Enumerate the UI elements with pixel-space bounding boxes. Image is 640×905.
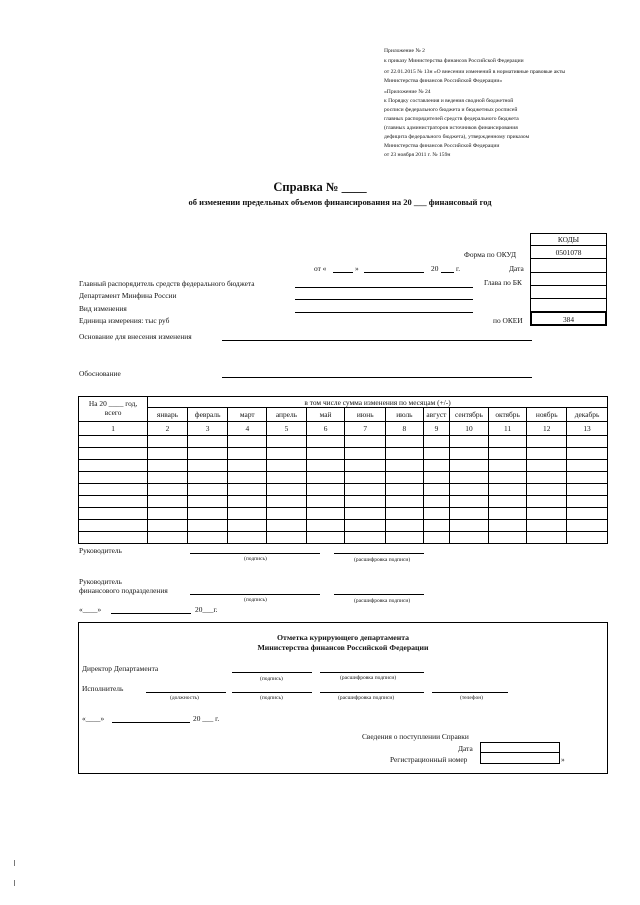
changes-table xyxy=(78,396,608,544)
table-cell[interactable] xyxy=(228,508,267,520)
sig-fin-label-2: финансового подразделения xyxy=(79,586,168,595)
scan-mark xyxy=(14,880,15,886)
table-cell[interactable] xyxy=(228,532,267,544)
note-line: дефицита федерального бюджета), утвержденному приказом xyxy=(384,134,530,140)
table-cell[interactable] xyxy=(306,508,345,520)
field-change-type-line xyxy=(295,312,473,313)
field-justification: Обоснование xyxy=(79,369,121,378)
receipt-close-quote: » xyxy=(561,755,565,764)
table-row xyxy=(79,472,608,484)
table-cell[interactable] xyxy=(345,448,386,460)
table-cell[interactable] xyxy=(306,448,345,460)
table-row xyxy=(79,448,608,460)
table-cell[interactable] xyxy=(345,532,386,544)
sig-head-sign-line xyxy=(190,553,320,554)
month-header: сентябрь xyxy=(450,408,489,422)
receipt-title: Сведения о поступлении Справки xyxy=(362,732,469,741)
month-header: январь xyxy=(148,408,188,422)
document-subtitle: об изменении предельных объемов финансирования на 20 ___ финансовый год xyxy=(188,197,492,207)
col-number: 2 xyxy=(148,422,188,436)
table-cell[interactable] xyxy=(148,532,188,544)
sig-head-rasshifrovka: (расшифровка подписи) xyxy=(354,557,411,563)
table-cell[interactable] xyxy=(423,472,449,484)
table-cell[interactable] xyxy=(527,508,567,520)
table-cell[interactable] xyxy=(187,436,228,448)
field-justification-line xyxy=(222,377,532,378)
scan-mark xyxy=(14,860,15,866)
mark-executor-rasshifrovka: (расшифровка подписи) xyxy=(338,695,395,701)
sig-date-year: 20___г. xyxy=(195,605,218,614)
table-cell[interactable] xyxy=(79,436,148,448)
month-header: октябрь xyxy=(488,408,527,422)
table-cell[interactable] xyxy=(386,436,424,448)
table-cell[interactable] xyxy=(267,484,307,496)
date-year-line xyxy=(441,272,454,273)
table-cell[interactable] xyxy=(306,472,345,484)
table-cell[interactable] xyxy=(267,436,307,448)
table-cell[interactable] xyxy=(228,460,267,472)
date-year: 20 xyxy=(431,264,439,273)
table-cell[interactable] xyxy=(488,472,527,484)
table-cell[interactable] xyxy=(567,508,608,520)
group-header: в том числе сумма изменения по месяцам (+/-) xyxy=(148,397,608,408)
table-cell[interactable] xyxy=(345,472,386,484)
table-cell[interactable] xyxy=(423,508,449,520)
table-cell[interactable] xyxy=(306,520,345,532)
table-cell[interactable] xyxy=(567,532,608,544)
table-cell[interactable] xyxy=(527,472,567,484)
empty-code-cell xyxy=(530,298,607,312)
table-cell[interactable] xyxy=(148,520,188,532)
mark-title-2: Министерства финансов Российской Федерации xyxy=(257,643,429,652)
table-row xyxy=(79,520,608,532)
table-cell[interactable] xyxy=(527,436,567,448)
table-cell[interactable] xyxy=(228,436,267,448)
table-cell[interactable] xyxy=(148,508,188,520)
table-cell[interactable] xyxy=(567,436,608,448)
mark-executor-dolzhnost: (должность) xyxy=(170,695,199,701)
table-cell[interactable] xyxy=(386,520,424,532)
table-cell[interactable] xyxy=(386,448,424,460)
table-cell[interactable] xyxy=(267,460,307,472)
table-cell[interactable] xyxy=(423,448,449,460)
sig-head-name-line xyxy=(334,553,424,554)
table-cell[interactable] xyxy=(228,520,267,532)
table-cell[interactable] xyxy=(488,448,527,460)
note-line: росписи федерального бюджета и бюджетных росписей xyxy=(384,107,518,113)
glava-label: Глава по БК xyxy=(484,278,522,287)
table-row xyxy=(79,484,608,496)
table-cell[interactable] xyxy=(267,532,307,544)
mark-executor-telefon: (телефон) xyxy=(460,695,484,701)
table-cell[interactable] xyxy=(148,436,188,448)
note-line: к Порядку составления и ведения сводной бюджетной xyxy=(384,98,514,104)
field-department-line xyxy=(295,299,473,300)
table-cell[interactable] xyxy=(148,484,188,496)
note-line: «Приложение № 24 xyxy=(384,89,431,95)
table-cell[interactable] xyxy=(567,496,608,508)
table-cell[interactable] xyxy=(267,448,307,460)
table-cell[interactable] xyxy=(148,496,188,508)
mark-executor-phone-line xyxy=(432,692,508,693)
table-cell[interactable] xyxy=(148,448,188,460)
date-g: г. xyxy=(456,264,461,273)
month-header: май xyxy=(306,408,345,422)
sig-fin-label-1: Руководитель xyxy=(79,577,122,586)
table-cell[interactable] xyxy=(450,460,489,472)
table-row xyxy=(79,436,608,448)
date-close: » xyxy=(355,264,359,273)
table-cell[interactable] xyxy=(79,520,148,532)
mark-executor-sign-line xyxy=(232,692,312,693)
table-cell[interactable] xyxy=(567,448,608,460)
month-header: июль xyxy=(386,408,424,422)
date-ot: от « xyxy=(314,264,327,273)
table-cell[interactable] xyxy=(450,484,489,496)
document-title: Справка № ____ xyxy=(273,180,367,194)
month-header: декабрь xyxy=(567,408,608,422)
table-cell[interactable] xyxy=(345,460,386,472)
month-header: август xyxy=(423,408,449,422)
table-cell[interactable] xyxy=(450,496,489,508)
table-cell[interactable] xyxy=(187,472,228,484)
table-cell[interactable] xyxy=(187,520,228,532)
table-cell[interactable] xyxy=(386,472,424,484)
table-cell[interactable] xyxy=(423,520,449,532)
table-cell[interactable] xyxy=(79,508,148,520)
table-cell[interactable] xyxy=(187,484,228,496)
field-change-type: Вид изменения xyxy=(79,304,127,313)
note-line: (главных администраторов источников финансирования xyxy=(384,125,518,131)
table-cell[interactable] xyxy=(423,496,449,508)
table-cell[interactable] xyxy=(267,496,307,508)
table-cell[interactable] xyxy=(228,448,267,460)
col-number: 4 xyxy=(228,422,267,436)
date-label: Дата xyxy=(509,264,524,273)
table-cell[interactable] xyxy=(187,496,228,508)
table-cell[interactable] xyxy=(386,496,424,508)
table-cell[interactable] xyxy=(228,472,267,484)
table-cell[interactable] xyxy=(306,532,345,544)
table-cell[interactable] xyxy=(488,436,527,448)
date-month-line xyxy=(364,272,424,273)
table-cell[interactable] xyxy=(488,520,527,532)
table-cell[interactable] xyxy=(267,508,307,520)
note-line: к приказу Министерства финансов Российской Федерации xyxy=(384,58,524,64)
mark-director-name-line xyxy=(320,672,424,673)
table-cell[interactable] xyxy=(386,532,424,544)
month-header: апрель xyxy=(267,408,307,422)
col-number: 10 xyxy=(450,422,489,436)
table-cell[interactable] xyxy=(386,508,424,520)
table-cell[interactable] xyxy=(450,520,489,532)
table-cell[interactable] xyxy=(450,448,489,460)
table-cell[interactable] xyxy=(148,460,188,472)
table-cell[interactable] xyxy=(488,484,527,496)
table-cell[interactable] xyxy=(386,484,424,496)
table-cell[interactable] xyxy=(267,472,307,484)
table-cell[interactable] xyxy=(488,532,527,544)
sig-head-label: Руководитель xyxy=(79,546,122,555)
table-cell[interactable] xyxy=(488,508,527,520)
col-number: 13 xyxy=(567,422,608,436)
table-cell[interactable] xyxy=(423,484,449,496)
table-cell[interactable] xyxy=(567,472,608,484)
table-cell[interactable] xyxy=(423,436,449,448)
table-cell[interactable] xyxy=(79,472,148,484)
okei-value: 384 xyxy=(530,311,607,326)
table-cell[interactable] xyxy=(423,532,449,544)
field-main-manager: Главный распорядитель средств федерального бюджета xyxy=(79,279,255,288)
col-number: 8 xyxy=(386,422,424,436)
table-cell[interactable] xyxy=(488,496,527,508)
table-cell[interactable] xyxy=(450,472,489,484)
field-main-manager-line xyxy=(295,287,473,288)
table-row xyxy=(79,532,608,544)
okud-value: 0501078 xyxy=(530,245,607,259)
col-number: 12 xyxy=(527,422,567,436)
table-cell[interactable] xyxy=(345,508,386,520)
note-line: Приложение № 2 xyxy=(384,48,425,54)
table-cell[interactable] xyxy=(228,496,267,508)
receipt-reg-box[interactable] xyxy=(480,752,560,764)
date-code-cell xyxy=(530,258,607,273)
table-cell[interactable] xyxy=(345,520,386,532)
mark-executor-position-line xyxy=(146,692,226,693)
table-cell[interactable] xyxy=(450,436,489,448)
sig-date-open: «____» xyxy=(79,605,102,614)
table-cell[interactable] xyxy=(527,496,567,508)
codes-header: КОДЫ xyxy=(530,233,607,246)
col-number: 6 xyxy=(306,422,345,436)
table-cell[interactable] xyxy=(187,460,228,472)
col-number: 5 xyxy=(267,422,307,436)
table-cell[interactable] xyxy=(187,448,228,460)
table-cell[interactable] xyxy=(488,460,527,472)
note-line: от 22.01.2015 № 13н «О внесении изменений в нормативные правовые акты xyxy=(384,69,566,75)
table-row xyxy=(79,496,608,508)
field-basis: Основание для внесения изменения xyxy=(79,332,192,341)
table-cell[interactable] xyxy=(306,460,345,472)
col-total-sub: всего xyxy=(79,408,148,422)
glava-code-cell xyxy=(530,272,607,286)
receipt-date-label: Дата xyxy=(458,744,473,753)
table-cell[interactable] xyxy=(527,484,567,496)
table-cell[interactable] xyxy=(79,484,148,496)
table-cell[interactable] xyxy=(423,460,449,472)
table-cell[interactable] xyxy=(306,496,345,508)
table-cell[interactable] xyxy=(79,460,148,472)
mark-director-sign-line xyxy=(232,672,312,673)
month-header: июнь xyxy=(345,408,386,422)
mark-executor-label: Исполнитель xyxy=(82,684,124,693)
date-day-line xyxy=(333,272,353,273)
mark-director-rasshifrovka: (расшифровка подписи) xyxy=(340,675,397,681)
note-line: главных распорядителей средств федерального бюджета xyxy=(384,116,519,122)
sig-date-line xyxy=(111,613,191,614)
sig-head-podpis: (подпись) xyxy=(244,556,267,562)
sig-fin-name-line xyxy=(334,594,424,595)
col-number: 7 xyxy=(345,422,386,436)
table-cell[interactable] xyxy=(567,484,608,496)
field-department: Департамент Минфина России xyxy=(79,291,177,300)
table-cell[interactable] xyxy=(345,484,386,496)
mark-title-1: Отметка курирующего департамента xyxy=(276,633,410,642)
table-cell[interactable] xyxy=(187,508,228,520)
field-basis-line xyxy=(222,340,532,341)
table-cell[interactable] xyxy=(345,436,386,448)
table-cell[interactable] xyxy=(228,484,267,496)
col-number: 11 xyxy=(488,422,527,436)
col-number: 9 xyxy=(423,422,449,436)
table-cell[interactable] xyxy=(386,460,424,472)
table-cell[interactable] xyxy=(79,496,148,508)
month-header: февраль xyxy=(187,408,228,422)
table-cell[interactable] xyxy=(527,448,567,460)
table-cell[interactable] xyxy=(267,520,307,532)
col-number: 1 xyxy=(79,422,148,436)
mark-executor-name-line xyxy=(320,692,424,693)
table-cell[interactable] xyxy=(450,532,489,544)
mark-executor-podpis: (подпись) xyxy=(260,695,283,701)
month-header: март xyxy=(228,408,267,422)
col-total-label: На 20 ____ год, xyxy=(88,398,138,408)
mark-director-label: Директор Департамента xyxy=(82,664,159,673)
sig-fin-sign-line xyxy=(190,594,320,595)
mark-director-podpis: (подпись) xyxy=(260,676,283,682)
okei-label: по ОКЕИ xyxy=(493,316,523,325)
col-total-header xyxy=(79,397,148,408)
table-row xyxy=(79,460,608,472)
table-cell[interactable] xyxy=(306,436,345,448)
sig-fin-podpis: (подпись) xyxy=(244,597,267,603)
table-cell[interactable] xyxy=(450,508,489,520)
month-header: ноябрь xyxy=(527,408,567,422)
mark-date-line xyxy=(112,722,190,723)
table-cell[interactable] xyxy=(527,460,567,472)
mark-date-open: «____» xyxy=(82,714,105,723)
table-cell[interactable] xyxy=(148,472,188,484)
table-cell[interactable] xyxy=(79,532,148,544)
note-line: Министерства финансов Российской Федерации xyxy=(384,143,500,149)
note-line: от 23 ноября 2011 г. № 159н xyxy=(384,152,451,158)
empty-code-cell xyxy=(530,285,607,299)
table-body xyxy=(79,436,608,544)
table-cell[interactable] xyxy=(79,448,148,460)
table-cell[interactable] xyxy=(527,520,567,532)
note-line: Министерства финансов Российской Федерации» xyxy=(384,78,503,84)
table-cell[interactable] xyxy=(567,460,608,472)
okud-label: Форма по ОКУД xyxy=(464,250,517,259)
field-unit: Единица измерения: тыс руб xyxy=(79,316,170,325)
table-cell[interactable] xyxy=(567,520,608,532)
table-cell[interactable] xyxy=(527,532,567,544)
table-cell[interactable] xyxy=(187,532,228,544)
table-row xyxy=(79,508,608,520)
receipt-reg-label: Регистрационный номер xyxy=(390,755,468,764)
col-number: 3 xyxy=(187,422,228,436)
table-cell[interactable] xyxy=(345,496,386,508)
mark-date-year: 20 ___ г. xyxy=(193,714,220,723)
sig-fin-rasshifrovka: (расшифровка подписи) xyxy=(354,598,411,604)
table-cell[interactable] xyxy=(306,484,345,496)
